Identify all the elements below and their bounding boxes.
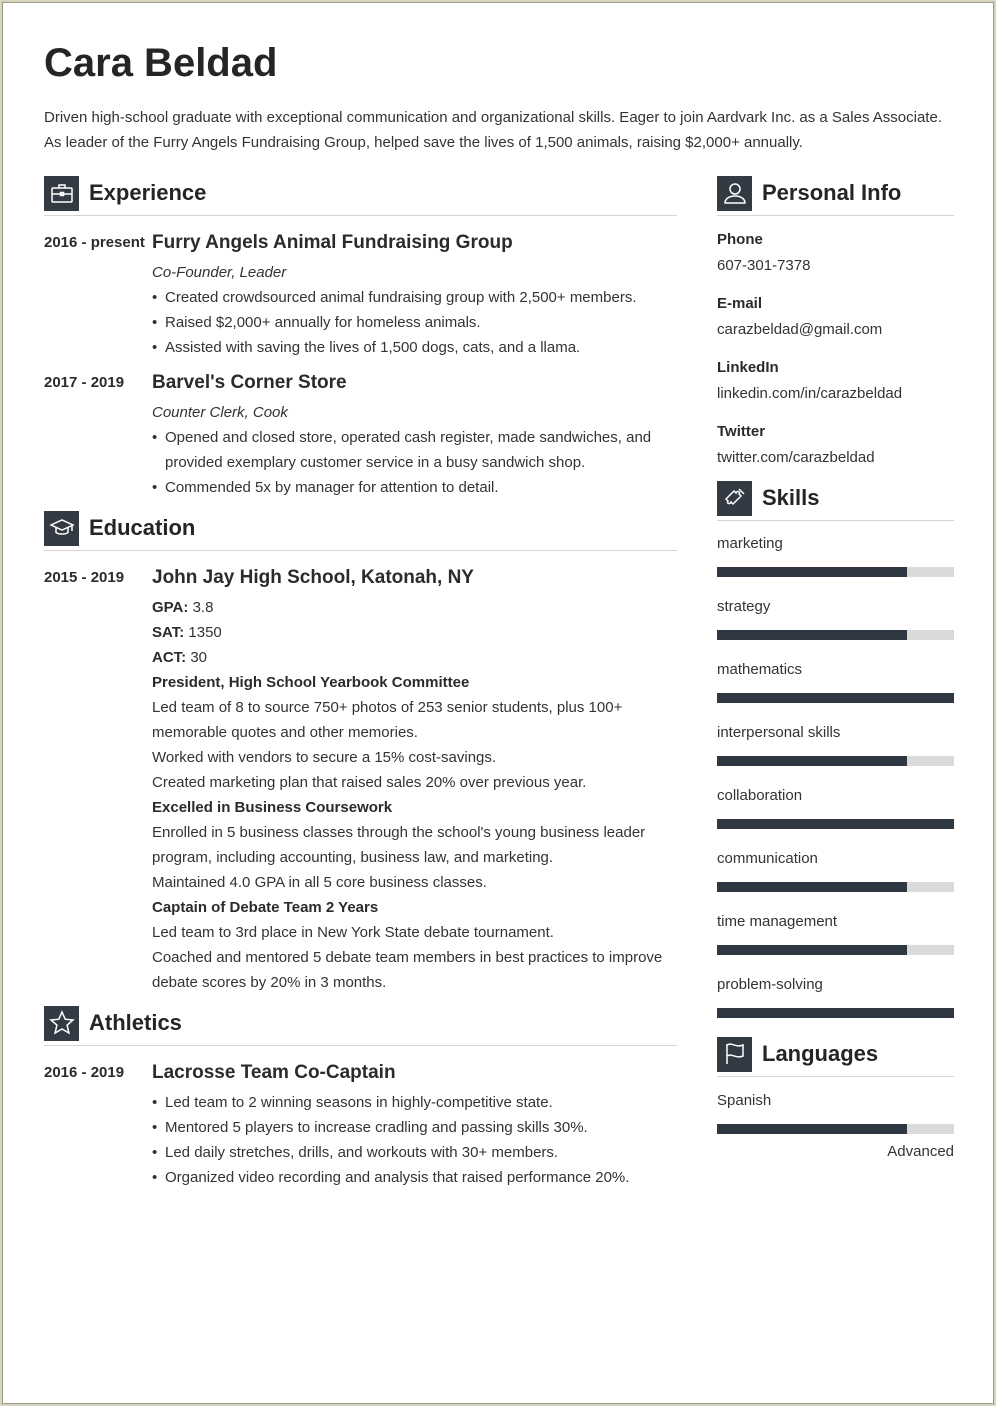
skill-item: [717, 597, 954, 640]
skills-header: [717, 480, 954, 521]
bullet-item: • Commended 5x by manager for attention to detail.: [152, 475, 677, 500]
achievement-line: Worked with vendors to secure a 15% cost-savings.: [152, 749, 497, 766]
experience-title: Experience: [89, 180, 207, 205]
skill-bar-fill: [717, 630, 907, 640]
gpa-line: GPA: 3.8: [152, 599, 214, 616]
skill-item: [717, 849, 954, 892]
twitter-label: Twitter: [717, 423, 766, 440]
graduation-cap-icon: [44, 511, 79, 546]
education-title: Education: [89, 515, 196, 540]
skill-bar-fill: [717, 882, 907, 892]
personal-info-title: Personal Info: [762, 180, 902, 205]
entry-role: Counter Clerk, Cook: [152, 404, 288, 421]
skill-bar: [717, 567, 954, 577]
skill-bar-fill: [717, 693, 954, 703]
briefcase-icon: [44, 176, 79, 211]
personal-info-header: [717, 175, 954, 216]
skill-bar-fill: [717, 945, 907, 955]
entry-dates: 2015 - 2019: [44, 569, 125, 586]
act-line: ACT: 30: [152, 649, 208, 666]
phone-label: Phone: [717, 231, 763, 248]
email-value: carazbeldad@gmail.com: [717, 321, 883, 338]
experience-entry: [44, 230, 677, 360]
skill-name: time management: [717, 913, 838, 930]
languages-title: Languages: [762, 1041, 879, 1066]
achievement-line: Led team to 3rd place in New York State debate tournament.: [152, 924, 554, 941]
achievement-line: Enrolled in 5 business classes through the school's young business leader program, including accounting, business law, and marketing.: [152, 824, 646, 866]
bullet-item: • Organized video recording and analysis that raised performance 20%.: [152, 1165, 677, 1190]
skill-bar: [717, 819, 954, 829]
phone-value: 607-301-7378: [717, 257, 811, 274]
skill-name: collaboration: [717, 787, 803, 804]
achievement-line: Led team of 8 to source 750+ photos of 253 senior students, plus 100+ memorable quotes and other memories.: [152, 699, 623, 741]
skill-item: [717, 723, 954, 766]
skill-name: marketing: [717, 535, 783, 552]
skill-bar: [717, 756, 954, 766]
skill-bar-fill: [717, 819, 954, 829]
skill-item: [717, 912, 954, 955]
puzzle-icon: [717, 481, 752, 516]
skill-item: [717, 975, 954, 1018]
skill-bar: [717, 1008, 954, 1018]
entry-role: Co-Founder, Leader: [152, 264, 287, 281]
skill-bar: [717, 693, 954, 703]
skill-bar-fill: [717, 567, 907, 577]
school-name: John Jay High School, Katonah, NY: [152, 567, 474, 588]
right-column: [717, 175, 954, 1160]
bullet-item: • Opened and closed store, operated cash register, made sandwiches, and provided exemplary customer service in a busy sandwich shop.: [152, 425, 677, 475]
athletics-entry: [44, 1060, 677, 1190]
bullet-item: • Mentored 5 players to increase cradling and passing skills 30%.: [152, 1115, 677, 1140]
skill-bar-fill: [717, 1008, 954, 1018]
linkedin-label: LinkedIn: [717, 359, 779, 376]
sat-line: SAT: 1350: [152, 624, 222, 641]
skill-name: strategy: [717, 598, 771, 615]
skill-name: interpersonal skills: [717, 724, 841, 741]
skill-bar: [717, 882, 954, 892]
email-label: E-mail: [717, 295, 763, 312]
achievement-heading: Excelled in Business Coursework: [152, 799, 393, 816]
skill-item: [717, 534, 954, 577]
experience-header: [44, 175, 677, 216]
entry-dates: 2016 - present: [44, 234, 145, 251]
entry-dates: 2017 - 2019: [44, 374, 125, 391]
achievement-line: Maintained 4.0 GPA in all 5 core business classes.: [152, 874, 487, 891]
education-header: [44, 510, 677, 551]
skill-name: communication: [717, 850, 818, 867]
bullet-item: • Led team to 2 winning seasons in highly-competitive state.: [152, 1090, 677, 1115]
resume-page: [2, 2, 994, 1404]
bullet-list: [152, 425, 677, 500]
person-icon: [717, 176, 752, 211]
entry-title: Lacrosse Team Co-Captain: [152, 1062, 396, 1083]
skill-name: problem-solving: [717, 976, 823, 993]
candidate-name: Cara Beldad: [44, 41, 278, 85]
achievement-line: Coached and mentored 5 debate team members in best practices to improve debate scores by 20% in 3 months.: [152, 949, 663, 991]
bullet-list: [152, 285, 677, 360]
athletics-title: Athletics: [89, 1010, 182, 1035]
skill-bar: [717, 630, 954, 640]
left-column: [44, 175, 677, 1190]
skills-title: Skills: [762, 485, 820, 510]
linkedin-value: linkedin.com/in/carazbeldad: [717, 385, 903, 402]
language-bar: [717, 1124, 954, 1134]
twitter-value: twitter.com/carazbeldad: [717, 449, 875, 466]
skill-bar-fill: [717, 756, 907, 766]
skill-name: mathematics: [717, 661, 803, 678]
achievement-heading: Captain of Debate Team 2 Years: [152, 899, 379, 916]
bullet-item: • Led daily stretches, drills, and workouts with 30+ members.: [152, 1140, 677, 1165]
education-entry: [44, 565, 677, 995]
skill-bar: [717, 945, 954, 955]
experience-entry: [44, 370, 677, 500]
entry-title: Furry Angels Animal Fundraising Group: [152, 232, 513, 253]
bullet-item: • Raised $2,000+ annually for homeless animals.: [152, 310, 677, 335]
skill-item: [717, 786, 954, 829]
skills-list: [717, 534, 954, 1018]
achievement-heading: President, High School Yearbook Committee: [152, 674, 470, 691]
entry-title: Barvel's Corner Store: [152, 372, 347, 393]
languages-header: [717, 1036, 954, 1077]
language-name: Spanish: [717, 1092, 772, 1109]
skill-item: [717, 660, 954, 703]
achievement-line: Created marketing plan that raised sales 20% over previous year.: [152, 774, 587, 791]
entry-dates: 2016 - 2019: [44, 1064, 125, 1081]
language-level: Advanced: [887, 1143, 954, 1160]
star-icon: [44, 1006, 79, 1041]
summary: Driven high-school graduate with exceptional communication and organizational skills. Eager to join Aardvark Inc. as a Sales Associate. As leader of the Furry Angels Fundraising Group, helped save the lives of 1,500 animals, raising $2,000+ annually.: [44, 109, 942, 151]
bullet-item: • Created crowdsourced animal fundraising group with 2,500+ members.: [152, 285, 677, 310]
bullet-item: • Assisted with saving the lives of 1,500 dogs, cats, and a llama.: [152, 335, 677, 360]
bullet-list: [152, 1090, 677, 1190]
athletics-header: [44, 1005, 677, 1046]
flag-icon: [717, 1037, 752, 1072]
language-bar-fill: [717, 1124, 907, 1134]
